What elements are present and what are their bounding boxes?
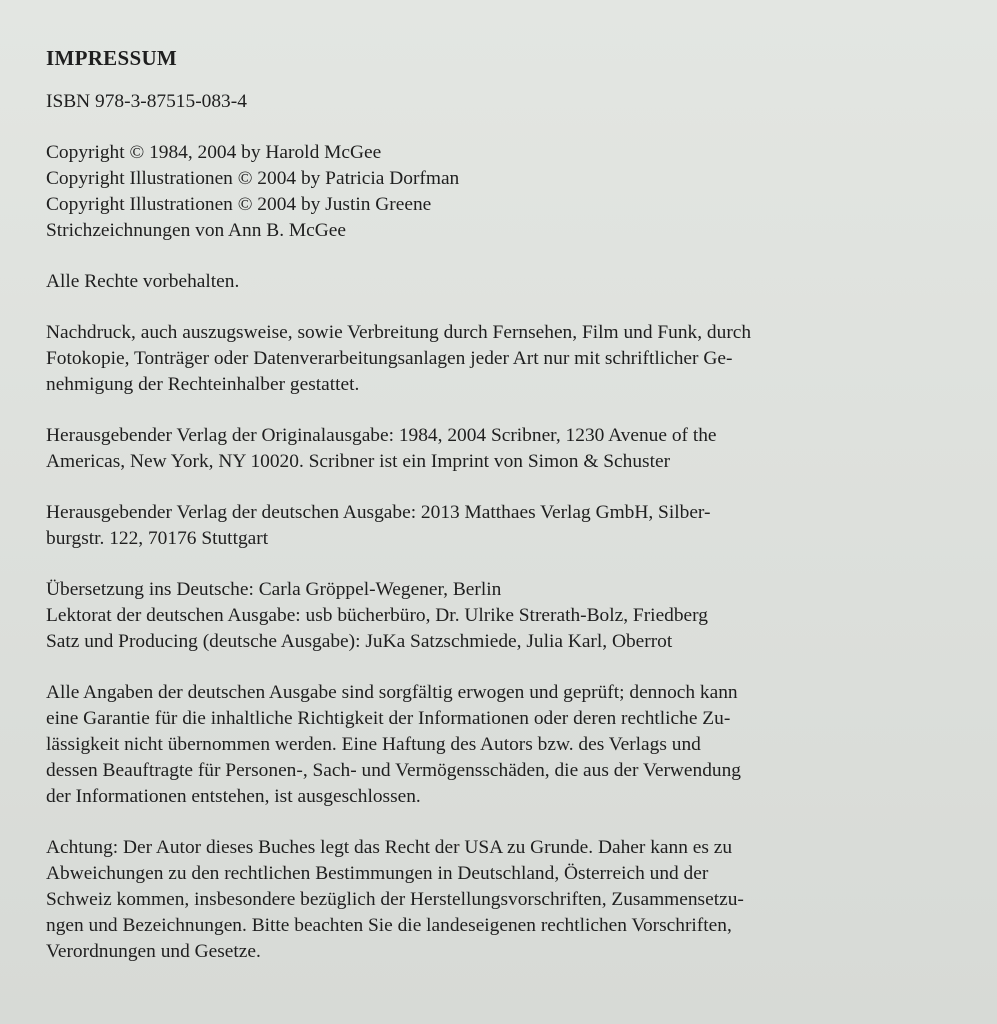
- copyright-line: Strichzeichnungen von Ann B. McGee: [46, 220, 346, 241]
- copyright-line: Copyright © 1984, 2004 by Harold McGee: [46, 142, 382, 163]
- notice-line: Verordnungen und Gesetze.: [46, 941, 261, 962]
- notice-line: Abweichungen zu den rechtlichen Bestimmungen in Deutschland, Österreich und der: [46, 863, 709, 884]
- credits-line: Lektorat der deutschen Ausgabe: usb bücherbüro, Dr. Ulrike Strerath-Bolz, Friedberg: [46, 605, 708, 626]
- copyright-line: Copyright Illustrationen © 2004 by Patricia Dorfman: [46, 168, 460, 189]
- reprint-block: [46, 320, 946, 398]
- reprint-line: Nachdruck, auch auszugsweise, sowie Verbreitung durch Fernsehen, Film und Funk, durch: [46, 322, 752, 343]
- disclaimer-line: lässigkeit nicht übernommen werden. Eine Haftung des Autors bzw. des Verlags und: [46, 734, 701, 755]
- impressum-page: [46, 44, 946, 990]
- isbn-block: [46, 89, 946, 115]
- page-title: IMPRESSUM: [46, 46, 178, 70]
- credits-block: [46, 577, 946, 655]
- original-publisher-line: Americas, New York, NY 10020. Scribner ist ein Imprint von Simon & Schuster: [46, 451, 671, 472]
- disclaimer-block: [46, 680, 946, 810]
- rights-line: Alle Rechte vorbehalten.: [46, 271, 240, 292]
- credits-line: Übersetzung ins Deutsche: Carla Gröppel-Wegener, Berlin: [46, 579, 502, 600]
- disclaimer-line: eine Garantie für die inhaltliche Richtigkeit der Informationen oder deren rechtliche Zu-: [46, 708, 731, 729]
- german-publisher-line: Herausgebender Verlag der deutschen Ausgabe: 2013 Matthaes Verlag GmbH, Silber-: [46, 502, 711, 523]
- reprint-line: nehmigung der Rechteinhalber gestattet.: [46, 374, 360, 395]
- isbn-line: ISBN 978-3-87515-083-4: [46, 91, 247, 112]
- copyright-line: Copyright Illustrationen © 2004 by Justin Greene: [46, 194, 432, 215]
- notice-line: Schweiz kommen, insbesondere bezüglich der Herstellungsvorschriften, Zusammensetzu-: [46, 889, 744, 910]
- original-publisher-line: Herausgebender Verlag der Originalausgabe: 1984, 2004 Scribner, 1230 Avenue of the: [46, 425, 717, 446]
- original-publisher-block: [46, 423, 946, 475]
- disclaimer-line: Alle Angaben der deutschen Ausgabe sind sorgfältig erwogen und geprüft; dennoch kann: [46, 682, 738, 703]
- reprint-line: Fotokopie, Tonträger oder Datenverarbeitungsanlagen jeder Art nur mit schriftlicher Ge-: [46, 348, 733, 369]
- disclaimer-line: der Informationen entstehen, ist ausgeschlossen.: [46, 786, 421, 807]
- notice-block: [46, 835, 946, 965]
- german-publisher-line: burgstr. 122, 70176 Stuttgart: [46, 528, 269, 549]
- rights-block: [46, 269, 946, 295]
- disclaimer-line: dessen Beauftragte für Personen-, Sach- und Vermögensschäden, die aus der Verwendung: [46, 760, 741, 781]
- credits-line: Satz und Producing (deutsche Ausgabe): JuKa Satzschmiede, Julia Karl, Oberrot: [46, 631, 673, 652]
- german-publisher-block: [46, 500, 946, 552]
- notice-line: Achtung: Der Autor dieses Buches legt das Recht der USA zu Grunde. Daher kann es zu: [46, 837, 733, 858]
- notice-line: ngen und Bezeichnungen. Bitte beachten Sie die landeseigenen rechtlichen Vorschriften,: [46, 915, 732, 936]
- copyright-block: [46, 140, 946, 244]
